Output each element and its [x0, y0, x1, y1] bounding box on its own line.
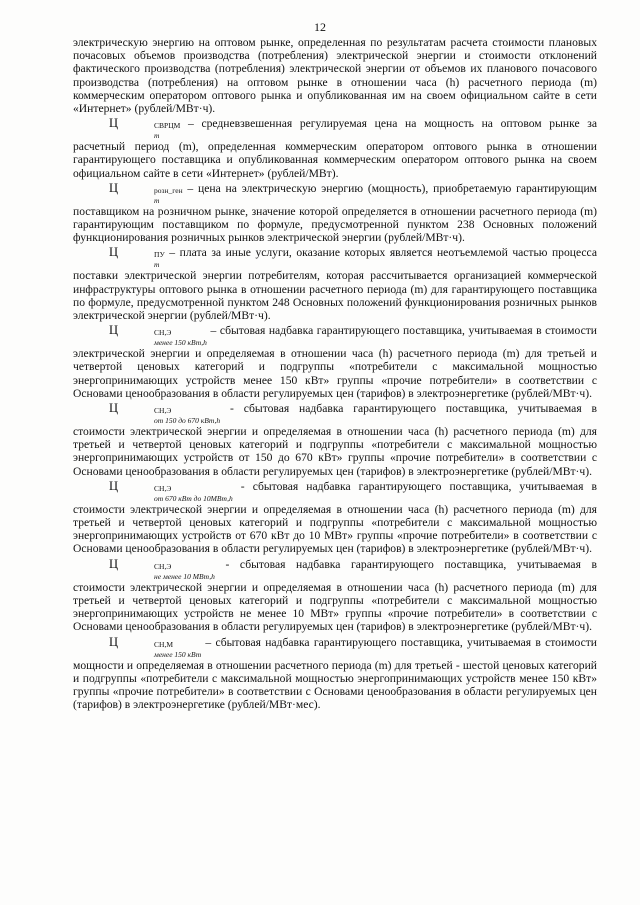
formula-symbol: Ц СН,Э от 670 кВт до 10МВт,h — [109, 478, 233, 503]
definition-sn-e-670-10mw — [73, 480, 597, 556]
formula-symbol: Ц СН,М менее 150 кВт — [109, 634, 202, 659]
definition-text: – сбытовая надбавка гарантирующего поставщика, учитываемая в стоимости мощности и определяемая в отношении расчетного периода (m) для третьей - шестой ценовых категорий и подгруппы «потребители с максимальной мощностью энергопринимающих устройств менее 150 кВт» группы «прочие потребители» в соответствии с Основами ценообразования в области регулируемых цен (тарифов) в электроэнергетике (рублей/МВт·мес). — [73, 635, 597, 712]
formula-symbol: Ц ПУ m — [109, 245, 165, 270]
page-number: 12 — [314, 20, 326, 34]
definition-text: - сбытовая надбавка гарантирующего поставщика, учитываемая в стоимости электрической энергии и определяемая в отношении часа (h) расчетного периода (m) для третьей и четвертой ценовых категорий и подгруппы «потребители с максимальной мощностью энергопринимающих устройств от 150 до 670 кВт» группы «прочие потребители» в соответствии с Основами ценообразования в области регулируемых цен (тарифов) в электроэнергетике (рублей/МВт·ч). — [73, 402, 597, 478]
definition-text: – цена на электрическую энергию (мощность), приобретаемую гарантирующим поставщиком на розничном рынке, значение которой определяется в отношении расчетного периода (m) гарантирующим поставщиком по формуле, предусмотренной пунктом 238 Основных положений функционирования розничных рынков электрической энергии (рублей/МВт·ч). — [73, 181, 597, 245]
definition-text: – средневзвешенная регулируемая цена на мощность на оптовом рынке за расчетный период (m), определенная коммерческим оператором оптового рынка в отношении гарантирующего поставщика и опубликованная коммерческим оператором оптового рынка на своем официальном сайте в сети «Интернет» (рублей/МВт). — [73, 117, 597, 180]
formula-symbol: Ц СН,Э менее 150 кВт,h — [109, 323, 207, 348]
definition-text: – сбытовая надбавка гарантирующего поставщика, учитываемая в стоимости электрической энергии и определяемая в отношении часа (h) расчетного периода (m) для третьей и четвертой ценовых категорий и подгруппы «потребители с максимальной мощностью энергопринимающих устройств менее 150 кВт» группы «прочие потребители» в соответствии с Основами ценообразования в области регулируемых цен (тарифов) в электроэнергетике (рублей/МВт·ч). — [73, 324, 597, 400]
definition-text: - сбытовая надбавка гарантирующего поставщика, учитываемая в стоимости электрической энергии и определяемая в отношении часа (h) расчетного периода (m) для третьей и четвертой ценовых категорий и подгруппы «потребители с максимальной мощностью энергопринимающих устройств не менее 10 МВт» группы «прочие потребители» в соответствии с Основами ценообразования в области регулируемых цен (тарифов) в электроэнергетике (рублей/МВт·ч). — [73, 557, 597, 634]
definition-rozn-gen — [73, 182, 597, 245]
definition-sn-m-under-150 — [73, 636, 597, 712]
formula-symbol: Ц СН,Э от 150 до 670 кВт,h — [109, 401, 221, 426]
definition-sn-e-under-150 — [73, 324, 597, 400]
formula-symbol: Ц СН,Э не менее 10 МВт,h — [109, 556, 215, 581]
definition-sn-e-150-670 — [73, 402, 597, 478]
body-text — [73, 36, 597, 713]
definition-text: - сбытовая надбавка гарантирующего поставщика, учитываемая в стоимости электрической энергии и определяемая в отношении часа (h) расчетного периода (m) для третьей и четвертой ценовых категорий и подгруппы «потребители с максимальной мощностью энергопринимающих устройств от 670 кВт до 10 МВт» группы «прочие потребители» в соответствии с Основами ценообразования в области регулируемых цен (тарифов) в электроэнергетике (рублей/МВт·ч). — [73, 479, 597, 556]
definition-sn-e-over-10mw — [73, 558, 597, 634]
formula-symbol: Ц СВРЦМ m — [109, 116, 181, 141]
formula-symbol: Ц розн_ген m — [109, 180, 183, 205]
definition-svrcm — [73, 117, 597, 180]
definition-text: – плата за иные услуги, оказание которых является неотъемлемой частью процесса поставки электрической энергии потребителям, которая рассчитывается организацией коммерческой инфраструктуры оптового рынка в отношении расчетного периода (m) для гарантирующего поставщика по формуле, предусмотренной пунктом 248 Основных положений функционирования розничных рынков электрической энергии (рублей/МВт·ч). — [73, 246, 597, 323]
definition-pu — [73, 246, 597, 322]
intro-paragraph: электрическую энергию на оптовом рынке, определенная по результатам расчета стоимости плановых почасовых объемов производства (потребления) электрической энергии и стоимости отклонений фактического производства (потребления) электрической энергии от объемов их планового почасового производства (потребления) на оптовом рынке в отношении часа (h) расчетного периода (m) коммерческим оператором оптового рынка и опубликованная им на своем официальном сайте в сети «Интернет» (рублей/МВт·ч). — [73, 36, 597, 116]
